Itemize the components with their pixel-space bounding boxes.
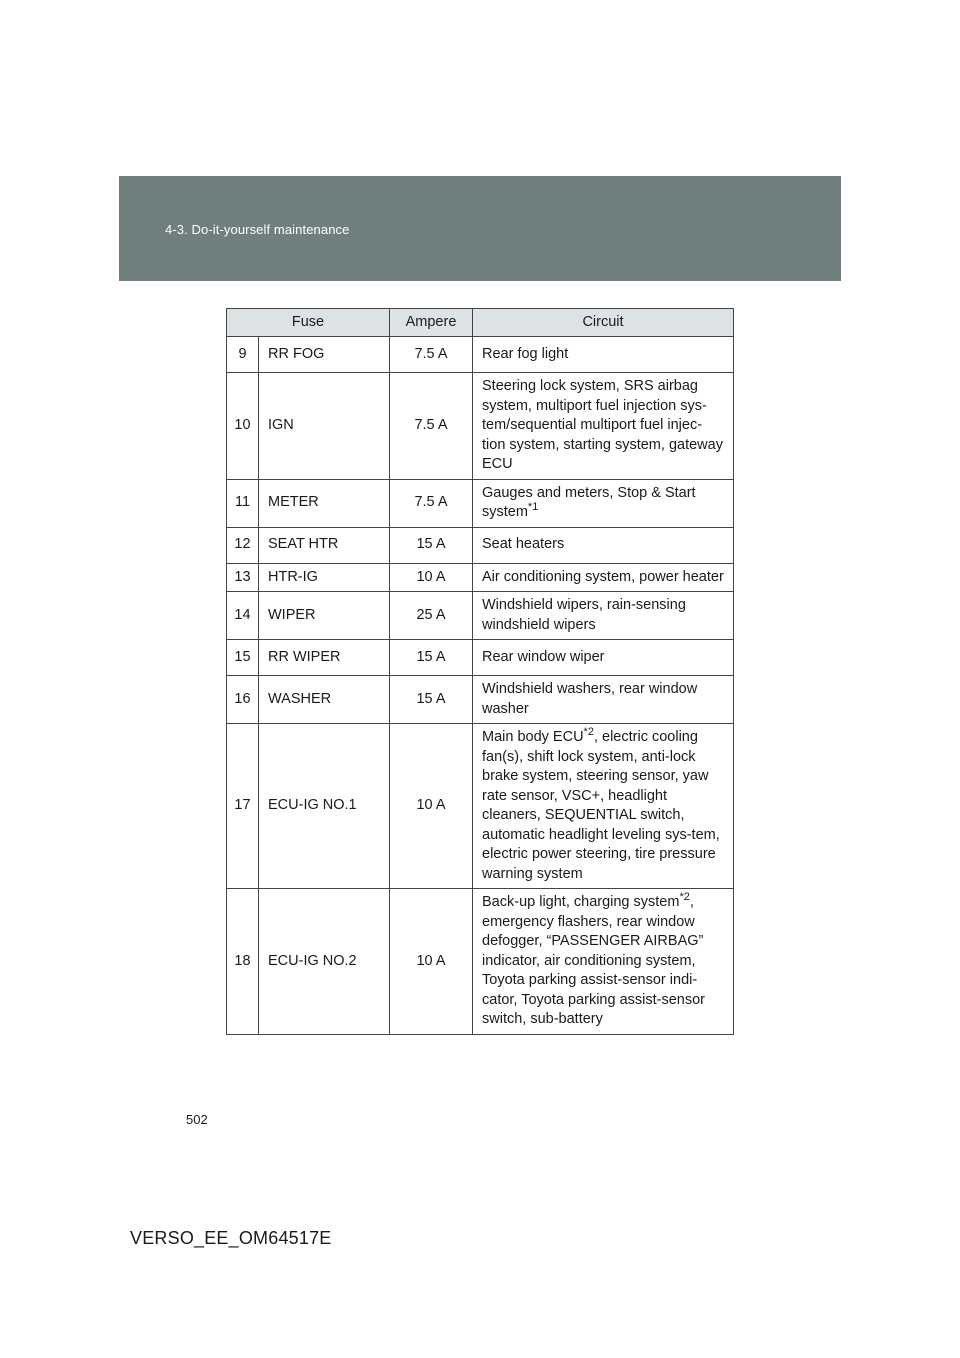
fuse-name: RR WIPER: [259, 640, 390, 676]
fuse-ampere: 10 A: [390, 563, 473, 592]
footnote-marker: *2: [679, 891, 690, 904]
fuse-number: 18: [227, 889, 259, 1035]
fuse-number: 11: [227, 479, 259, 527]
fuse-number: 14: [227, 592, 259, 640]
footnote-marker: *2: [583, 726, 594, 739]
table-row: [227, 373, 734, 480]
circuit-text: Back-up light, charging system: [482, 894, 680, 910]
fuse-ampere: 25 A: [390, 592, 473, 640]
fuse-circuit: Seat heaters: [473, 527, 734, 563]
table-row: [227, 889, 734, 1035]
table-row: [227, 676, 734, 724]
fuse-name: SEAT HTR: [259, 527, 390, 563]
table-row: [227, 479, 734, 527]
fuse-name: RR FOG: [259, 337, 390, 373]
fuse-name: HTR-IG: [259, 563, 390, 592]
fuse-circuit: Air conditioning system, power heater: [473, 563, 734, 592]
fuse-name: WASHER: [259, 676, 390, 724]
fuse-circuit: Rear window wiper: [473, 640, 734, 676]
fuse-ampere: 10 A: [390, 724, 473, 889]
fuse-number: 10: [227, 373, 259, 480]
footnote-marker: *1: [527, 501, 539, 514]
fuse-ampere: 7.5 A: [390, 373, 473, 480]
table-row: [227, 563, 734, 592]
page-number: 502: [186, 1112, 208, 1127]
fuse-circuit: [473, 479, 734, 527]
fuse-ampere: 7.5 A: [390, 479, 473, 527]
fuse-name: ECU-IG NO.1: [259, 724, 390, 889]
fuse-name: WIPER: [259, 592, 390, 640]
fuse-number: 16: [227, 676, 259, 724]
fuse-number: 15: [227, 640, 259, 676]
circuit-text-continued: , electric cooling fan(s), shift lock system, anti-lock brake system, steering sensor, yaw rate sensor, VSC+, headlight cleaners, SEQUENTIAL switch, automatic headlight leveling sys-tem, electric power steering, tire pressure warning system: [482, 729, 720, 882]
fuse-ampere: 15 A: [390, 640, 473, 676]
fuse-name: METER: [259, 479, 390, 527]
fuse-table: [226, 308, 734, 1035]
fuse-ampere: 15 A: [390, 676, 473, 724]
column-header-fuse: Fuse: [227, 309, 390, 337]
fuse-circuit: [473, 889, 734, 1035]
circuit-text: Main body ECU: [482, 729, 584, 745]
fuse-circuit: Rear fog light: [473, 337, 734, 373]
table-row: [227, 724, 734, 889]
section-header-band: [119, 176, 841, 281]
fuse-name: ECU-IG NO.2: [259, 889, 390, 1035]
fuse-circuit: Steering lock system, SRS airbag system, multiport fuel injection sys-tem/sequential multiport fuel injec-tion system, starting system, gateway ECU: [473, 373, 734, 480]
circuit-text: Gauges and meters, Stop & Start system: [482, 484, 696, 520]
fuse-ampere: 10 A: [390, 889, 473, 1035]
fuse-number: 17: [227, 724, 259, 889]
fuse-ampere: 15 A: [390, 527, 473, 563]
fuse-number: 12: [227, 527, 259, 563]
fuse-name: IGN: [259, 373, 390, 480]
table-row: [227, 640, 734, 676]
fuse-circuit: Windshield wipers, rain-sensing windshield wipers: [473, 592, 734, 640]
section-title: 4-3. Do-it-yourself maintenance: [165, 222, 350, 237]
document-code: VERSO_EE_OM64517E: [130, 1228, 332, 1248]
fuse-circuit: Windshield washers, rear window washer: [473, 676, 734, 724]
fuse-circuit: [473, 724, 734, 889]
fuse-number: 13: [227, 563, 259, 592]
column-header-ampere: Ampere: [390, 309, 473, 337]
table-row: [227, 592, 734, 640]
table-row: [227, 337, 734, 373]
column-header-circuit: Circuit: [473, 309, 734, 337]
circuit-text-continued: , emergency flashers, rear window defogger, “PASSENGER AIRBAG” indicator, air conditioning system, Toyota parking assist-sensor indi-cator, Toyota parking assist-sensor switch, sub-battery: [482, 894, 705, 1027]
table-header-row: [227, 309, 734, 337]
fuse-ampere: 7.5 A: [390, 337, 473, 373]
table-row: [227, 527, 734, 563]
fuse-number: 9: [227, 337, 259, 373]
